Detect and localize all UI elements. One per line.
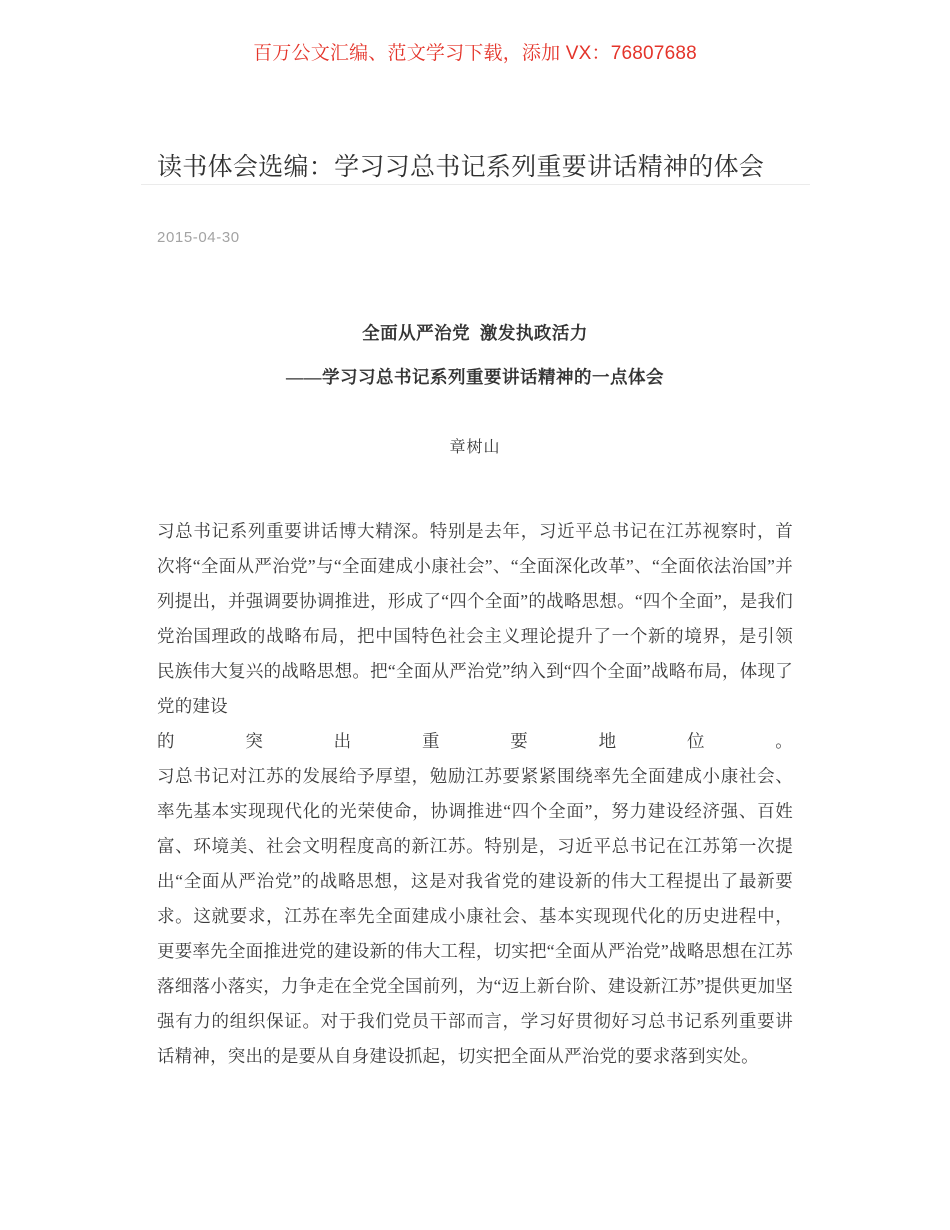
page-title: 读书体会选编：学习习总书记系列重要讲话精神的体会 — [157, 152, 765, 181]
document-subheading: ——学习习总书记系列重要讲话精神的一点体会 — [286, 367, 664, 387]
publish-date: 2015-04-30 — [157, 229, 240, 246]
promo-banner-text: 百万公文汇编、范文学习下载，添加 VX：76807688 — [253, 43, 697, 64]
author-name: 章树山 — [449, 439, 501, 456]
title-divider — [141, 184, 810, 185]
document-heading: 全面从严治党 激发执政活力 — [362, 323, 588, 343]
body-paragraph-part-2: 习总书记对江苏的发展给予厚望，勉励江苏要紧紧围绕率先全面建成小康社会、率先基本实现现代化的光荣使命，协调推进“四个全面”，努力建设经济强、百姓富、环境美、社会文明程度高的新江苏。特别是，习近平总书记在江苏第一次提出“全面从严治党”的战略思想，这是对我省党的建设新的伟大工程提出了最新要求。这就要求，江苏在率先全面建成小康社会、基本实现现代化的历史进程中，更要率先全面推进党的建设新的伟大工程，切实把“全面从严治党”战略思想在江苏落细落小落实，力争走在全党全国前列，为“迈上新台阶、建设新江苏”提供更加坚强有力的组织保证。对于我们党员干部而言，学习好贯彻好习总书记系列重要讲话精神，突出的是要从自身建设抓起，切实把全面从严治党的要求落到实处。 — [157, 766, 793, 1066]
document-content — [157, 318, 793, 1074]
body-paragraph-part-1: 习总书记系列重要讲话博大精深。特别是去年，习近平总书记在江苏视察时，首次将“全面从严治党”与“全面建成小康社会”、“全面深化改革”、“全面依法治国”并列提出，并强调要协调推进，形成了“四个全面”的战略思想。“四个全面”，是我们党治国理政的战略布局，把中国特色社会主义理论提升了一个新的境界，是引领民族伟大复兴的战略思想。把“全面从严治党”纳入到“四个全面”战略布局，体现了党的建设 — [157, 521, 793, 716]
body-paragraph-stretched-line: 的突出重要地位。 — [157, 731, 793, 751]
body-paragraph — [157, 514, 793, 1074]
